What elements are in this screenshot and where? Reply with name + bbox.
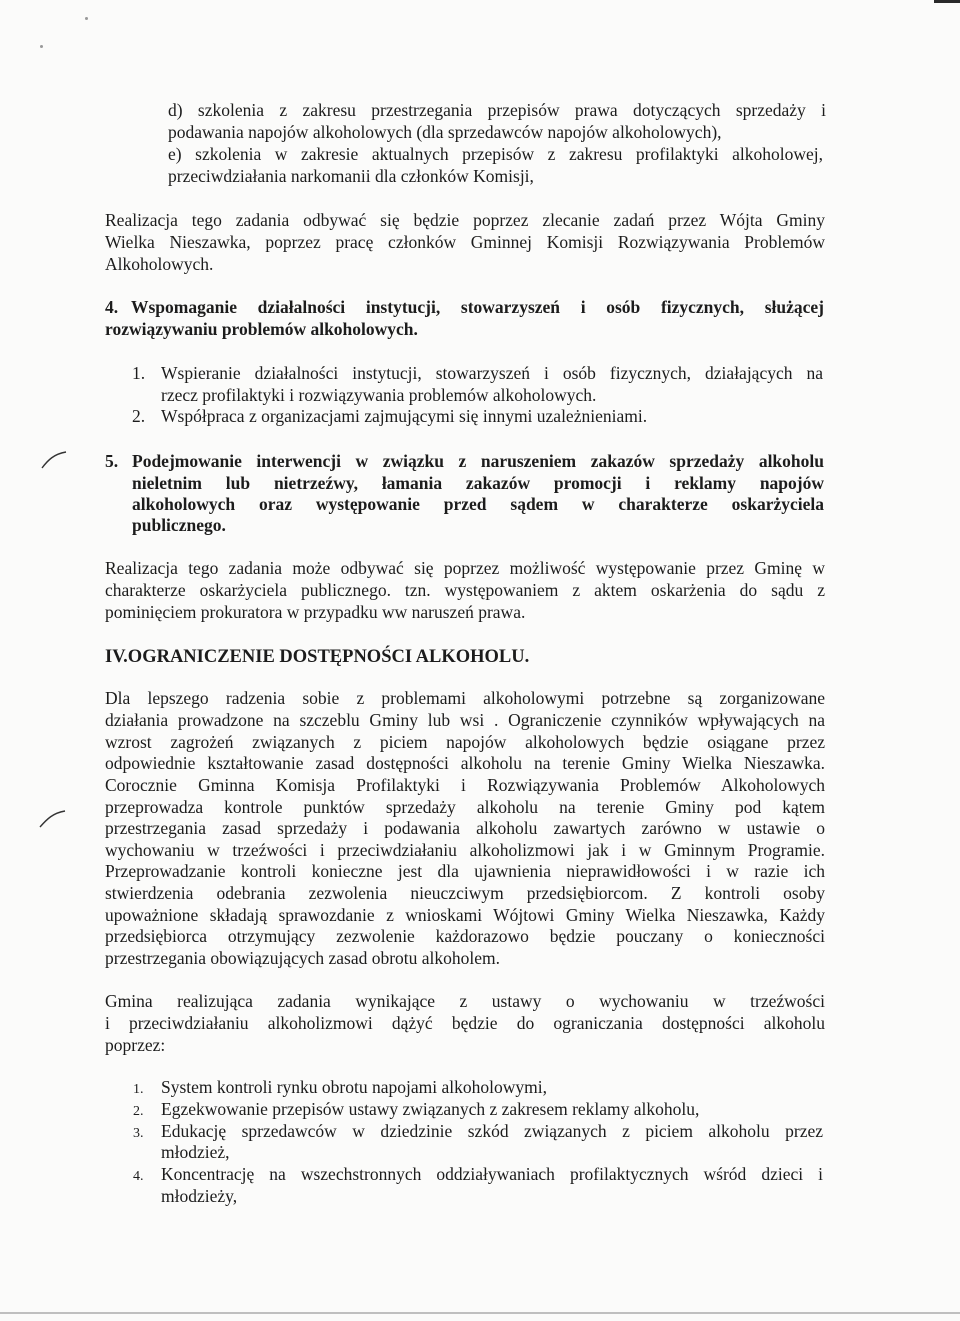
list-number: 2.	[132, 406, 146, 426]
pen-mark-icon	[38, 808, 68, 830]
list-item: Edukację sprzedawców w dziedzinie szkód związanych z piciem alkoholu przez	[161, 1121, 823, 1141]
list-number: 4.	[133, 1169, 144, 1184]
list-number: 3.	[133, 1126, 144, 1141]
list-number: 2.	[133, 1104, 144, 1119]
scan-bottom-edge	[0, 1312, 960, 1314]
paragraph-line: stwierdzenia odebrania zezwolenia nieuczciwym przedsiębiorcom. Z kontroli osoby	[105, 883, 825, 903]
pen-mark-icon	[40, 450, 70, 472]
item-d-line1: d) szkolenia z zakresu przestrzegania przepisów prawa dotyczących sprzedaży i	[168, 100, 826, 120]
list-number: 1.	[133, 1082, 144, 1097]
list-item: Wspieranie działalności instytucji, stowarzyszeń i osób fizycznych, działających na	[161, 363, 823, 383]
scan-speck	[85, 17, 88, 20]
list-item: młodzieży,	[161, 1186, 238, 1206]
section-5-title: nieletnim lub nietrzeźwy, łamania zakazów promocji i reklamy napojów	[132, 473, 824, 493]
item-e-line2: przeciwdziałania narkomanii dla członków Komisji,	[168, 166, 534, 186]
paragraph-line: odpowiednie kształtowanie zasad dostępności alkoholu na terenie Gminy Wielka Nieszawka.	[105, 753, 825, 773]
paragraph-line: i przeciwdziałaniu alkoholizmowi dążyć będzie do ograniczania dostępności alkoholu	[105, 1013, 825, 1033]
paragraph-line: Przeprowadzanie kontroli konieczne jest dla ujawnienia nieprawidłowości i w razie ich	[105, 861, 825, 881]
section-4-title: rozwiązywaniu problemów alkoholowych.	[105, 319, 418, 339]
paragraph-line: upoważnione składają sprawozdanie z wnioskami Wójtowi Gminy Wielka Nieszawka, Każdy	[105, 905, 825, 925]
list-item: Współpraca z organizacjami zajmującymi się innymi uzależnieniami.	[161, 406, 648, 426]
list-item: Egzekwowanie przepisów ustawy związanych z zakresem reklamy alkoholu,	[161, 1099, 700, 1119]
paragraph-line: charakterze oskarżyciela publicznego. tzn. występowaniem z aktem oskarżenia do sądu z	[105, 580, 825, 600]
paragraph-line: Gmina realizująca zadania wynikające z ustawy o wychowaniu w trzeźwości	[105, 991, 825, 1011]
paragraph-line: Realizacja tego zadania odbywać się będzie poprzez zlecanie zadań przez Wójta Gminy	[105, 210, 825, 230]
paragraph-line: przeprowadza kontrole punktów sprzedaży alkoholu na terenie Gminy pod kątem	[105, 797, 825, 817]
paragraph-line: wychowaniu w trzeźwości i przeciwdziałaniu alkoholizmowi jak i w Gminnym Programie.	[105, 840, 825, 860]
section-5-number: 5.	[105, 451, 119, 471]
paragraph-line: przestrzegania zasad sprzedaży i podawania alkoholu zawartych zarówno w ustawie o	[105, 818, 825, 838]
list-item: Koncentrację na wszechstronnych oddziaływaniach profilaktycznych wśród dzieci i	[161, 1164, 823, 1184]
paragraph-line: przestrzegania obowiązujących zasad obrotu alkoholem.	[105, 948, 501, 968]
list-item: rzecz profilaktyki i rozwiązywania problemów alkoholowych.	[161, 385, 597, 405]
paragraph-line: pominięciem prokuratora w przypadku ww naruszeń prawa.	[105, 602, 526, 622]
paragraph-line: Wielka Nieszawka, poprzez pracę członków Gminnej Komisji Rozwiązywania Problemów	[105, 232, 825, 252]
section-5-title: Podejmowanie interwencji w związku z naruszeniem zakazów sprzedaży alkoholu	[132, 451, 824, 471]
list-number: 1.	[132, 363, 146, 383]
paragraph-line: Realizacja tego zadania może odbywać się poprzez możliwość występowanie przez Gminę w	[105, 558, 825, 578]
item-d-line2: podawania napojów alkoholowych (dla sprzedawców napojów alkoholowych),	[168, 122, 722, 142]
paragraph-line: działania prowadzone na szczeblu Gminy lub wsi . Ograniczenie czynników wpływających na	[105, 710, 825, 730]
scan-speck	[40, 45, 43, 48]
section-4-title: Wspomaganie działalności instytucji, stowarzyszeń i osób fizycznych, służącej	[131, 297, 824, 317]
chapter-heading: IV.OGRANICZENIE DOSTĘPNOŚCI ALKOHOLU.	[105, 647, 530, 667]
list-item: młodzież,	[161, 1142, 230, 1162]
paragraph-line: Corocznie Gminna Komisja Profilaktyki i Rozwiązywania Problemów Alkoholowych	[105, 775, 825, 795]
paragraph-line: przedsiębiorca otrzymujący zezwolenie każdorazowo będzie pouczany o konieczności	[105, 926, 825, 946]
section-4-number: 4.	[105, 297, 119, 317]
list-item: System kontroli rynku obrotu napojami alkoholowymi,	[161, 1077, 547, 1097]
section-5-title: publicznego.	[132, 515, 226, 535]
scan-edge-mark	[934, 0, 960, 3]
paragraph-line: poprzez:	[105, 1035, 166, 1055]
item-e-line1: e) szkolenia w zakresie aktualnych przepisów z zakresu profilaktyki alkoholowej,	[168, 144, 823, 164]
paragraph-line: Dla lepszego radzenia sobie z problemami alkoholowymi potrzebne są zorganizowane	[105, 688, 825, 708]
section-5-title: alkoholowych oraz występowanie przed sądem w charakterze oskarżyciela	[132, 494, 824, 514]
paragraph-line: wzrost zagrożeń związanych z piciem napojów alkoholowych będzie osiągane przez	[105, 732, 825, 752]
paragraph-line: Alkoholowych.	[105, 254, 214, 274]
